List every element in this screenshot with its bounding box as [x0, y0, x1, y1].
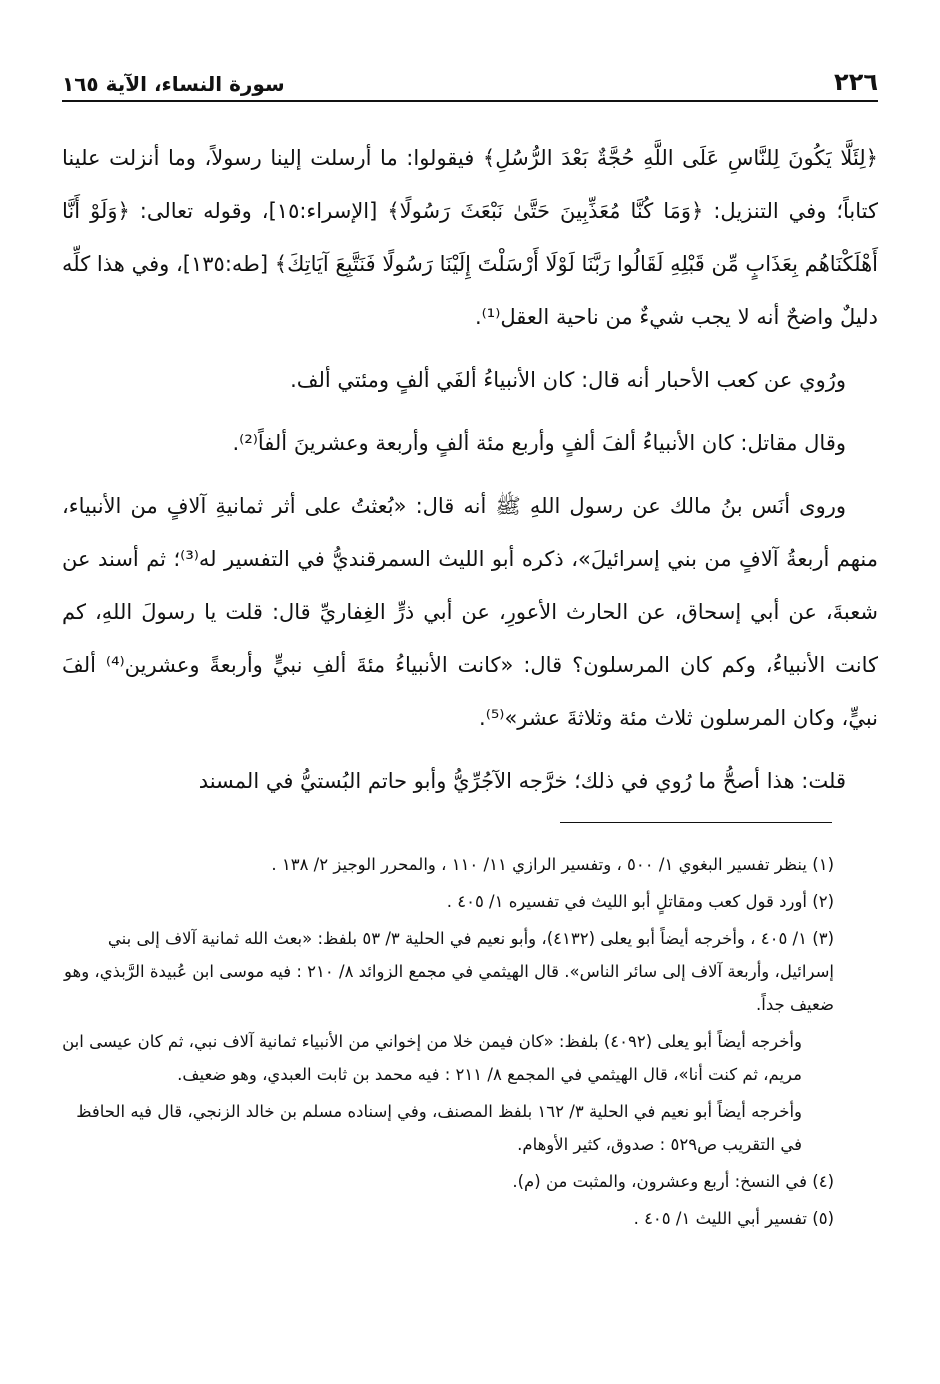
paragraph-2: ورُوي عن كعب الأحبار أنه قال: كان الأنبياءُ ألفَي ألفٍ ومئتي ألف. [290, 368, 846, 392]
footnote-rule [560, 822, 832, 823]
header-rule [62, 100, 878, 102]
footnote-1: (١) ينظر تفسير البغوي ١/ ٥٠٠ ، وتفسير الرازي ١١/ ١١٠ ، والمحرر الوجيز ٢/ ١٣٨ . [271, 855, 834, 874]
footnote-2: (٢) أورد قول كعب ومقاتلٍ أبو الليث في تفسيره ١/ ٤٠٥ . [446, 892, 834, 911]
footnote-3: (٣) ١/ ٤٠٥ ، وأخرجه أيضاً أبو يعلى (٤١٣٢)، وأبو نعيم في الحلية ٣/ ٥٣ بلفظ: «بعث الله ثمانية آلاف إلى بني إسرائيل، وأربعة آلاف إلى سائر الناس». قال الهيثمي في مجمع الزوائد ٨/ ٢١٠ : فيه موسى ابن عُبيدة الرَّبذي، وهو ضعيف جداً. [63, 929, 834, 1014]
footnote-3-continued-2: وأخرجه أيضاً أبو نعيم في الحلية ٣/ ١٦٢ بلفظ المصنف، وفي إسناده مسلم بن خالد الزنجي، قال فيه الحافظ في التقريب ص٥٢٩ : صدوق، كثير الأوهام. [76, 1102, 802, 1154]
main-text [62, 132, 878, 818]
footnotes [62, 848, 834, 1239]
paragraph-3: وقال مقاتل: كان الأنبياءُ ألفَ ألفٍ وأربع مئة ألفٍ وأربعة وعشرينَ ألفاً⁽²⁾. [232, 431, 846, 455]
paragraph-5: قلت: هذا أصحُّ ما رُوي في ذلك؛ خرَّجه الآجُرِّيُّ وأبو حاتم البُستيُّ في المسند [198, 769, 846, 793]
page-number: ٢٢٦ [834, 68, 878, 96]
footnote-5: (٥) تفسير أبي الليث ١/ ٤٠٥ . [633, 1209, 834, 1228]
footnote-3-continued-1: وأخرجه أيضاً أبو يعلى (٤٠٩٢) بلفظ: «كان فيمن خلا من إخواني من الأنبياء ثمانية آلاف نبي، ثم كان عيسى ابن مريم، ثم كنت أنا»، قال الهيثمي في المجمع ٨/ ٢١١ : فيه محمد بن ثابت العبدي، وهو ضعيف. [62, 1032, 802, 1084]
running-title: سورة النساء، الآية ١٦٥ [62, 72, 285, 96]
paragraph-4: وروى أنَس بنُ مالك عن رسول اللهِ ﷺ أنه قال: «بُعثتُ على أثر ثمانيةِ آلافٍ من الأنبياء، منهم أربعةُ آلافٍ من بني إسرائيلَ»، ذكره أبو الليث السمرقنديُّ في التفسير له⁽³⁾؛ ثم أسند عن شعبةَ، عن أبي إسحاق، عن الحارث الأعورِ، عن أبي ذرٍّ الغِفاريِّ قال: قلت يا رسولَ اللهِ، كم كانت الأنبياءُ، وكم كان المرسلون؟ قال: «كانت الأنبياءُ مئةَ ألفِ نبيٍّ وأربعةً وعشرين⁽⁴⁾ ألفَ نبيٍّ، وكان المرسلون ثلاث مئة وثلاثةَ عشر»⁽⁵⁾. [62, 494, 878, 730]
page-header [62, 62, 878, 96]
footnote-4: (٤) في النسخ: أربع وعشرون، والمثبت من (م). [512, 1172, 834, 1191]
paragraph-1: ﴿لِئَلَّا يَكُونَ لِلنَّاسِ عَلَى اللَّهِ حُجَّةٌ بَعْدَ الرُّسُلِ﴾ فيقولوا: ما أرسلت إلينا رسولاً، وما أنزلت علينا كتاباً؛ وفي التنزيل: ﴿وَمَا كُنَّا مُعَذِّبِينَ حَتَّىٰ نَبْعَثَ رَسُولًا﴾ [الإسراء:١٥]، وقوله تعالى: ﴿وَلَوْ أَنَّا أَهْلَكْنَاهُم بِعَذَابٍ مِّن قَبْلِهِ لَقَالُوا رَبَّنَا لَوْلَا أَرْسَلْتَ إِلَيْنَا رَسُولًا فَنَتَّبِعَ آيَاتِكَ﴾ [طه:١٣٥]، وفي هذا كلِّه دليلٌ واضحٌ أنه لا يجب شيءٌ من ناحية العقل⁽¹⁾. [62, 146, 879, 329]
